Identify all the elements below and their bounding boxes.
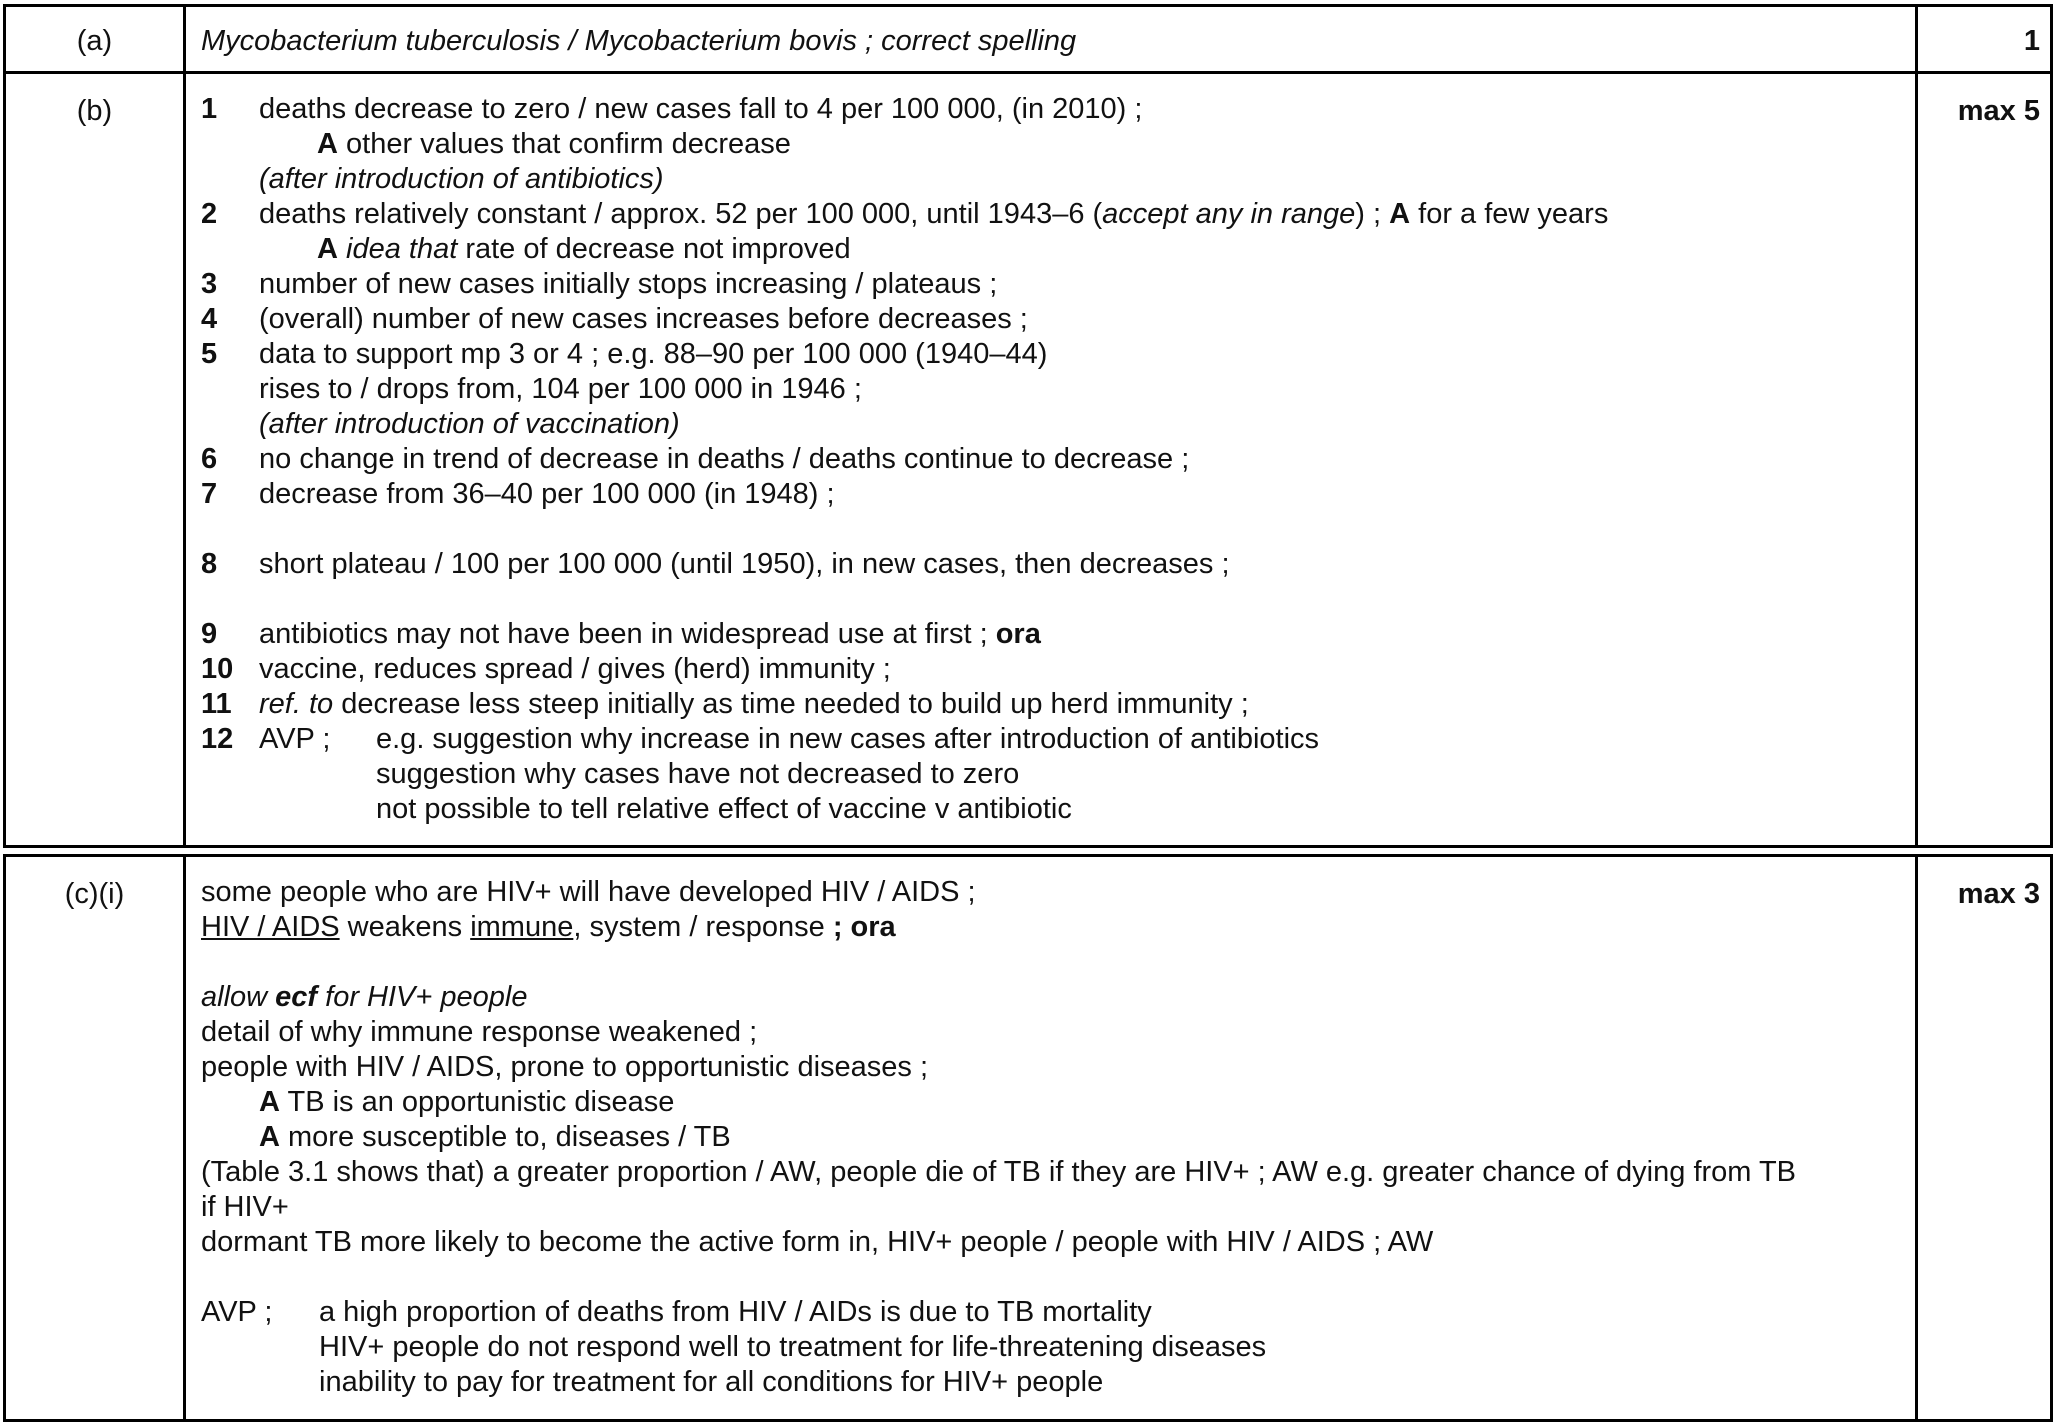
answer-text: , system / response: [573, 911, 833, 943]
avp-example: HIV+ people do not respond well to treatment for life-threatening diseases: [319, 1331, 1267, 1363]
answer-line: [201, 875, 1901, 910]
avp-label: AVP ;: [201, 1296, 273, 1328]
accept-marker: A: [317, 128, 338, 160]
point-text: decrease from 36–40 per 100 000 (in 1948) ;: [259, 478, 835, 510]
point-number: 3: [201, 268, 218, 300]
answer-text: some people who are HIV+ will have developed HIV / AIDS ;: [201, 876, 976, 908]
point-text: rises to / drops from, 104 per 100 000 in 1946 ;: [259, 373, 862, 405]
avp-label: AVP ;: [259, 723, 331, 755]
mark-scheme-points: [201, 875, 1901, 1400]
point-text-italic: accept any in range: [1102, 198, 1356, 230]
point-text: data to support mp 3 or 4 ; e.g. 88–90 per 100 000 (1940–44): [259, 338, 1048, 370]
accept-marker: A: [317, 233, 338, 265]
accept-text: TB is an opportunistic disease: [279, 1086, 675, 1118]
point-text: deaths decrease to zero / new cases fall to 4 per 100 000, (in 2010) ;: [259, 93, 1143, 125]
point-number: 12: [201, 723, 234, 755]
spacer: [201, 512, 1901, 547]
point-9: [201, 617, 1901, 652]
point-12-continued: [201, 792, 1901, 827]
point-5: [201, 337, 1901, 372]
answer-line: [201, 910, 1901, 945]
point-text: deaths relatively constant / approx. 52 per 100 000, until 1943–6 (: [259, 198, 1103, 230]
mark-value: max 3: [1957, 878, 2040, 910]
answer-line: [201, 1015, 1901, 1050]
accept-text-italic: idea that: [337, 233, 458, 265]
row-c-i: [3, 854, 2053, 1422]
accept-line: [201, 1120, 1901, 1155]
avp-line: [201, 1365, 1901, 1400]
point-number: 2: [201, 198, 218, 230]
point-2: [201, 197, 1901, 232]
point-12: [201, 722, 1901, 757]
point-7: [201, 477, 1901, 512]
note-text: for HIV+ people: [317, 981, 528, 1013]
point-text: antibiotics may not have been in widespread use at first ;: [259, 618, 996, 650]
point-number: 10: [201, 653, 234, 685]
answer-text: if HIV+: [201, 1191, 289, 1223]
column-divider: [183, 74, 186, 845]
mark-scheme-points: [201, 92, 1901, 827]
point-number: 5: [201, 338, 218, 370]
accept-text: rate of decrease not improved: [457, 233, 851, 265]
point-1-accept: [201, 127, 1901, 162]
avp-example: e.g. suggestion why increase in new cases after introduction of antibiotics: [376, 723, 1320, 755]
point-10: [201, 652, 1901, 687]
answer-text: weakens: [339, 911, 471, 943]
point-text: number of new cases initially stops increasing / plateaus ;: [259, 268, 998, 300]
accept-text: for a few years: [1410, 198, 1609, 230]
point-text: short plateau / 100 per 100 000 (until 1950), in new cases, then decreases ;: [259, 548, 1230, 580]
row-a: [3, 4, 2053, 74]
spacer: [201, 1260, 1901, 1295]
question-label: (a): [76, 25, 113, 57]
avp-example: suggestion why cases have not decreased to zero: [376, 758, 1020, 790]
spacer: [201, 582, 1901, 617]
point-number: 9: [201, 618, 218, 650]
underlined-term: HIV / AIDS: [201, 911, 340, 943]
point-number: 1: [201, 93, 218, 125]
point-12-continued: [201, 757, 1901, 792]
avp-line: [201, 1295, 1901, 1330]
accept-marker: A: [259, 1121, 280, 1153]
accept-marker: A: [259, 1086, 280, 1118]
mark-value: 1: [2023, 25, 2040, 57]
answer-line: [201, 1225, 1901, 1260]
section-heading: (after introduction of antibiotics): [259, 163, 664, 195]
point-text: ) ;: [1355, 198, 1390, 230]
ora-marker: ora: [995, 618, 1041, 650]
mark-value: max 5: [1957, 95, 2040, 127]
answer-species: Mycobacterium tuberculosis / Mycobacterium bovis: [201, 25, 857, 57]
question-label: (c)(i): [64, 878, 125, 910]
answer-line: [201, 1155, 1901, 1190]
row-b: [3, 71, 2053, 848]
answer-text: dormant TB more likely to become the active form in, HIV+ people / people with HIV / AIDS ; AW: [201, 1226, 1434, 1258]
point-text: decrease less steep initially as time needed to build up herd immunity ;: [333, 688, 1249, 720]
point-text: (overall) number of new cases increases before decreases ;: [259, 303, 1028, 335]
point-5-continued: [201, 372, 1901, 407]
underlined-term: immune: [470, 911, 574, 943]
point-number: 8: [201, 548, 218, 580]
point-text-italic: ref. to: [259, 688, 334, 720]
heading-vaccination: [201, 407, 1901, 442]
allow-ecf-note: [201, 980, 1901, 1015]
avp-example: inability to pay for treatment for all conditions for HIV+ people: [319, 1366, 1104, 1398]
point-1: [201, 92, 1901, 127]
answer-line: [201, 1190, 1901, 1225]
question-label: (b): [76, 95, 113, 127]
section-heading: (after introduction of vaccination): [259, 408, 680, 440]
avp-example: a high proportion of deaths from HIV / AIDs is due to TB mortality: [319, 1296, 1152, 1328]
point-number: 7: [201, 478, 218, 510]
answer-text: detail of why immune response weakened ;: [201, 1016, 758, 1048]
point-11: [201, 687, 1901, 722]
point-6: [201, 442, 1901, 477]
accept-text: more susceptible to, diseases / TB: [279, 1121, 731, 1153]
answer-suffix: ; correct spelling: [856, 25, 1077, 57]
point-text: vaccine, reduces spread / gives (herd) immunity ;: [259, 653, 891, 685]
ora-marker: ; ora: [832, 911, 896, 943]
point-3: [201, 267, 1901, 302]
note-text: allow: [201, 981, 276, 1013]
point-2-accept: [201, 232, 1901, 267]
point-4: [201, 302, 1901, 337]
answer-text: people with HIV / AIDS, prone to opportunistic diseases ;: [201, 1051, 929, 1083]
point-8: [201, 547, 1901, 582]
column-divider: [1915, 857, 1918, 1419]
answer-text: (Table 3.1 shows that) a greater proportion / AW, people die of TB if they are HIV+ ; AW e.g. greater chance of dying from TB: [201, 1156, 1797, 1188]
point-number: 11: [201, 688, 232, 720]
spacer: [201, 945, 1901, 980]
heading-antibiotics: [201, 162, 1901, 197]
accept-text: other values that confirm decrease: [337, 128, 791, 160]
point-number: 4: [201, 303, 218, 335]
accept-line: [201, 1085, 1901, 1120]
answer-text: [201, 24, 1901, 59]
point-number: 6: [201, 443, 218, 475]
column-divider: [183, 857, 186, 1419]
accept-marker: A: [1389, 198, 1411, 230]
avp-line: [201, 1330, 1901, 1365]
answer-line: [201, 1050, 1901, 1085]
column-divider: [1915, 74, 1918, 845]
column-divider: [183, 7, 186, 71]
avp-example: not possible to tell relative effect of vaccine v antibiotic: [376, 793, 1072, 825]
ecf-marker: ecf: [275, 981, 318, 1013]
point-text: no change in trend of decrease in deaths / deaths continue to decrease ;: [259, 443, 1190, 475]
